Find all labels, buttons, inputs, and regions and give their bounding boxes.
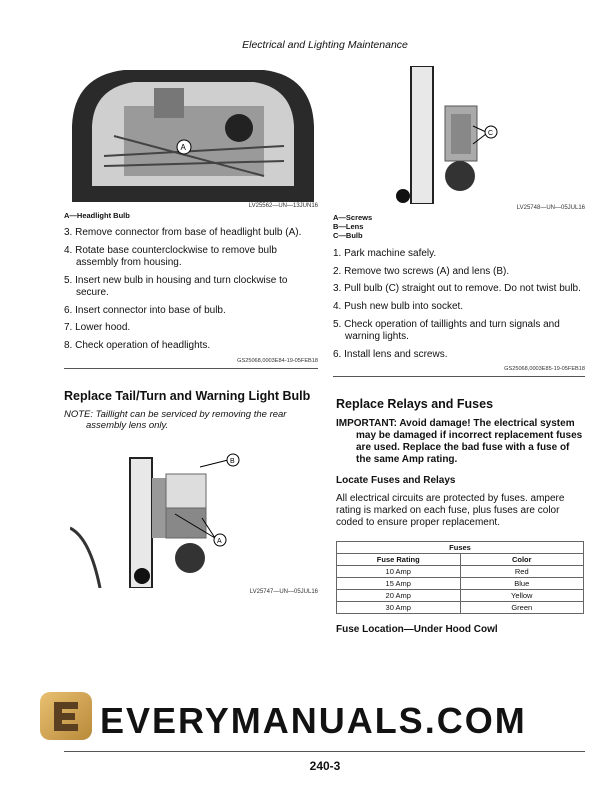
bulb-illustration (333, 66, 585, 204)
figure-id: LV25748—UN—05JUL16 (516, 205, 585, 211)
callout-a: A (180, 143, 186, 152)
legend-item: A—Headlight Bulb (64, 211, 130, 220)
watermark-text: EVERYMANUALS.COM (100, 700, 527, 741)
table-row (337, 602, 584, 614)
cell: Green (460, 602, 584, 614)
headlight-steps (64, 227, 318, 352)
legend-item: A—Screws (333, 213, 373, 222)
figure-legend (64, 211, 318, 220)
taillight-steps (333, 248, 585, 361)
table-row (337, 578, 584, 590)
fuse-location-heading: Fuse Location—Under Hood Cowl (336, 624, 498, 636)
divider (333, 376, 585, 377)
fuse-paragraph: All electrical circuits are protected by fuses. ampere rating is marked on each fuse, plus fuses are color coded to ensure proper replacement. (336, 493, 565, 529)
legend-item: C—Bulb (333, 231, 363, 240)
footer-rule (64, 751, 585, 752)
reference-code: GS25068,0003E85-19-05FEB18 (504, 366, 585, 373)
cell: 15 Amp (337, 578, 461, 590)
table-row (337, 590, 584, 602)
step: 6. Install lens and screws. (333, 348, 448, 360)
step: 7. Lower hood. (64, 322, 131, 334)
reference-code: GS25068,0003E84-19-05FEB18 (237, 357, 318, 364)
cell: 10 Amp (337, 566, 461, 578)
divider (64, 368, 318, 369)
step: 4. Rotate base counterclockwise to remove bulb assembly from housing. (64, 244, 277, 268)
table-row (337, 566, 584, 578)
fuse-table (336, 541, 584, 614)
section-title: Replace Relays and Fuses (336, 397, 494, 412)
e-logo-icon (40, 692, 92, 740)
watermark-logo (40, 692, 92, 740)
cell: 20 Amp (337, 590, 461, 602)
subsection-title: Locate Fuses and Relays (336, 475, 456, 487)
legend-item: B—Lens (333, 222, 364, 231)
column-header: Color (460, 554, 584, 566)
note: NOTE: Taillight can be serviced by removing the rear assembly lens only. (64, 408, 287, 432)
table-title: Fuses (337, 542, 584, 554)
step: 3. Remove connector from base of headlight bulb (A). (64, 227, 302, 238)
column-header: Fuse Rating (337, 554, 461, 566)
page-number: 240-3 (309, 759, 341, 773)
right-column (333, 213, 585, 636)
step: 1. Park machine safely. (333, 248, 437, 259)
step: 5. Check operation of taillights and turn signals and warning lights. (333, 318, 560, 343)
running-header: Electrical and Lighting Maintenance (242, 39, 408, 51)
callout-b: B (230, 457, 235, 465)
step: 2. Remove two screws (A) and lens (B). (333, 265, 510, 277)
step: 3. Pull bulb (C) straight out to remove. Do not twist bulb. (333, 283, 581, 295)
relays-fuses-section (333, 397, 585, 636)
important-notice: IMPORTANT: Avoid damage! The electrical system may be damaged if incorrect replacement fuses are used. Replace the bad fuse with a fuse of the same Amp rating. (336, 418, 583, 466)
step: 8. Check operation of headlights. (64, 339, 211, 351)
section-title: Replace Tail/Turn and Warning Light Bulb (64, 388, 311, 403)
callout-c: C (488, 130, 494, 137)
step: 4. Push new bulb into socket. (333, 301, 464, 313)
taillight-illustration (70, 440, 318, 588)
cell: Red (460, 566, 584, 578)
figure-legend (333, 213, 585, 240)
figure-id: LV25747—UN—05JUL16 (249, 588, 318, 595)
step: 5. Insert new bulb in housing and turn clockwise to secure. (64, 274, 288, 298)
figure-id: LV25562—UN—13JUN16 (248, 203, 318, 209)
bulb-figure (333, 66, 585, 204)
headlight-illustration (64, 66, 318, 202)
callout-a: A (217, 537, 222, 545)
cell: 30 Amp (337, 602, 461, 614)
step: 6. Insert connector into base of bulb. (64, 304, 226, 316)
cell: Blue (460, 578, 584, 590)
left-column (64, 211, 318, 595)
headlight-figure (64, 66, 318, 202)
taillight-figure (70, 440, 318, 588)
cell: Yellow (460, 590, 584, 602)
